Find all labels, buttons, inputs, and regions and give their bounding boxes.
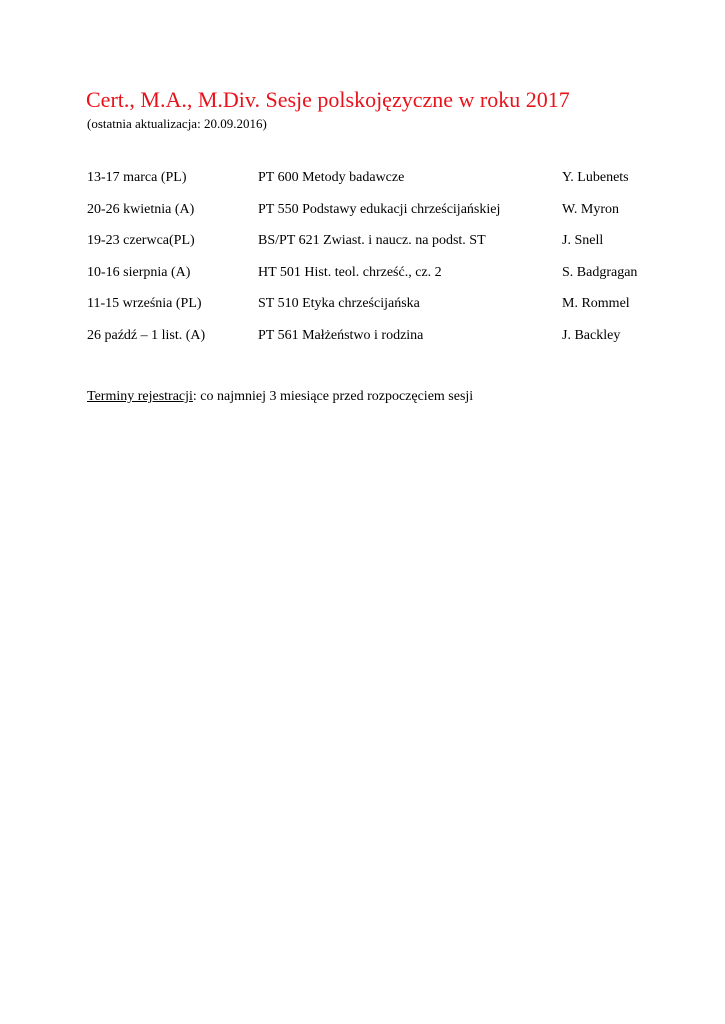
session-dates: 11-15 września (PL)	[87, 296, 202, 312]
session-row	[0, 231, 725, 263]
session-teacher: J. Backley	[562, 327, 621, 343]
registration-note	[87, 387, 473, 407]
session-row	[0, 200, 725, 232]
registration-text: : co najmniej 3 miesiące przed rozpoczęciem sesji	[192, 389, 474, 404]
session-dates: 19-23 czerwca(PL)	[87, 233, 195, 249]
session-course: PT 600 Metody badawcze	[258, 170, 405, 185]
session-dates: 26 paźdź – 1 list. (A)	[87, 327, 206, 343]
session-course: ST 510 Etyka chrześcijańska	[258, 296, 420, 312]
session-row	[0, 294, 725, 326]
session-dates: 13-17 marca (PL)	[87, 170, 187, 185]
session-course: BS/PT 621 Zwiast. i naucz. na podst. ST	[258, 233, 486, 249]
session-schedule	[0, 168, 725, 358]
session-course: PT 561 Małżeństwo i rodzina	[258, 327, 424, 343]
session-row	[0, 168, 725, 200]
session-course: PT 550 Podstawy edukacji chrześcijańskiej	[258, 201, 501, 217]
registration-label: Terminy rejestracji	[87, 389, 193, 404]
document-title: Cert., M.A., M.Div. Sesje polskojęzyczne w roku 2017	[86, 87, 570, 112]
session-teacher: S. Badgragan	[562, 264, 638, 280]
session-row	[0, 326, 725, 358]
session-teacher: M. Rommel	[562, 296, 630, 312]
session-teacher: Y. Lubenets	[562, 170, 629, 185]
last-updated-note: (ostatnia aktualizacja: 20.09.2016)	[87, 116, 267, 131]
session-teacher: J. Snell	[562, 233, 604, 249]
session-row	[0, 263, 725, 295]
session-dates: 10-16 sierpnia (A)	[87, 264, 191, 280]
session-dates: 20-26 kwietnia (A)	[87, 201, 195, 217]
session-course: HT 501 Hist. teol. chrześć., cz. 2	[258, 264, 442, 280]
session-teacher: W. Myron	[562, 201, 620, 217]
